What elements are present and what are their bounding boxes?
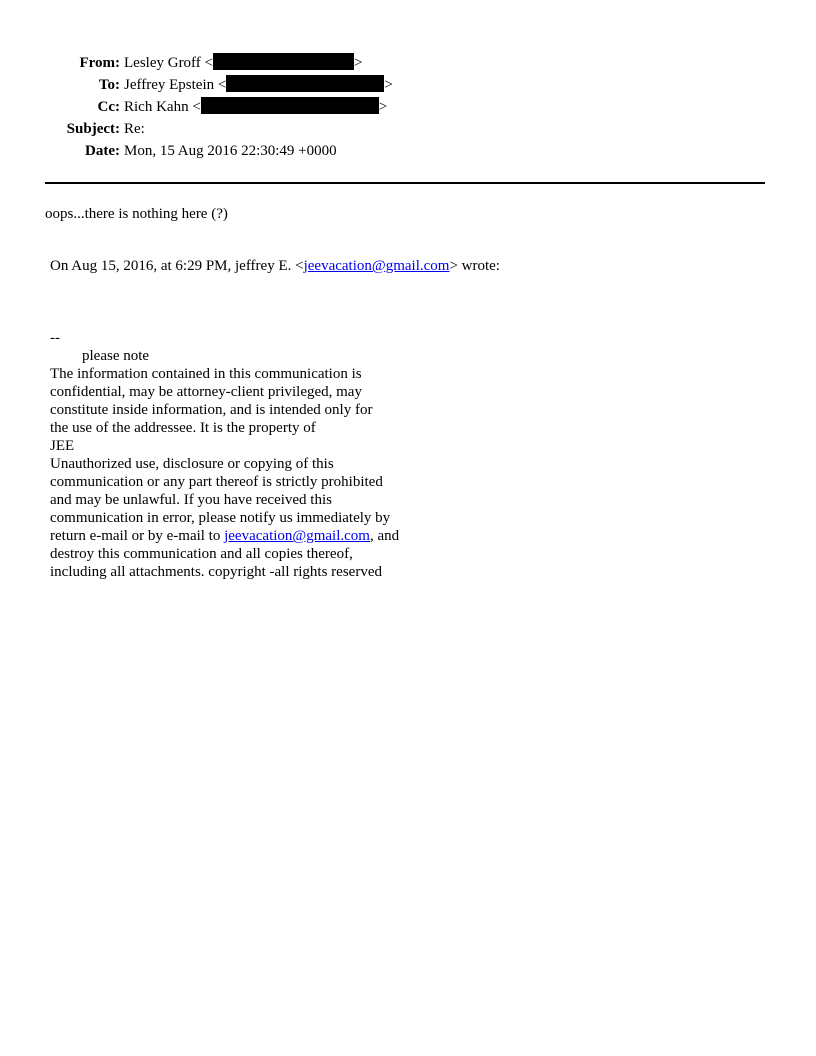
message-body: oops...there is nothing here (?) (45, 206, 228, 222)
to-close: > (384, 77, 393, 93)
subject-value: Re: (124, 121, 145, 137)
signature-line: JEE (50, 438, 75, 454)
cc-close: > (378, 99, 388, 115)
signature-dashes: -- (50, 330, 60, 346)
from-value (124, 52, 393, 74)
signature-line: communication in error, please notify us immediately by (50, 510, 391, 526)
signature-line: destroy this communication and all copies thereof, (50, 546, 353, 562)
to-redaction (226, 75, 384, 92)
email-header (44, 52, 393, 162)
signature-line: The information contained in this communication is (50, 366, 362, 382)
from-row (44, 52, 393, 74)
from-name: Lesley Groff < (124, 55, 213, 71)
to-label: To: (98, 77, 120, 93)
signature-note: please note (82, 348, 150, 364)
signature-line: the use of the addressee. It is the property of (50, 420, 316, 436)
cc-value (124, 96, 393, 118)
signature-line: communication or any part thereof is strictly prohibited (50, 474, 383, 490)
from-close: > (354, 55, 363, 71)
signature-return-line (50, 527, 399, 545)
quote-attribution (50, 257, 500, 275)
signature-line: and may be unlawful. If you have received this (50, 492, 332, 508)
signature-block (50, 329, 399, 581)
signature-line: constitute inside information, and is intended only for (50, 402, 373, 418)
quote-suffix: > wrote: (449, 258, 500, 274)
signature-email-link[interactable]: jeevacation@gmail.com (224, 528, 370, 544)
signature-line: including all attachments. copyright -all rights reserved (50, 564, 382, 580)
cc-name: Rich Kahn < (124, 99, 201, 115)
cc-row (44, 96, 393, 118)
date-row (44, 140, 393, 162)
header-divider (45, 182, 765, 184)
subject-label: Subject: (66, 121, 120, 137)
subject-row (44, 118, 393, 140)
cc-label: Cc: (97, 99, 120, 115)
signature-line: confidential, may be attorney-client privileged, may (50, 384, 362, 400)
from-label: From: (79, 55, 120, 71)
to-row (44, 74, 393, 96)
to-value (124, 74, 393, 96)
signature-line: Unauthorized use, disclosure or copying of this (50, 456, 334, 472)
date-value: Mon, 15 Aug 2016 22:30:49 +0000 (124, 143, 337, 159)
date-label: Date: (85, 143, 120, 159)
quote-email-link[interactable]: jeevacation@gmail.com (303, 258, 450, 274)
to-name: Jeffrey Epstein < (124, 77, 227, 93)
cc-redaction (201, 97, 379, 114)
from-redaction (213, 53, 354, 70)
quote-prefix: On Aug 15, 2016, at 6:29 PM, jeffrey E. < (50, 258, 304, 274)
return-suffix: , and (369, 528, 400, 544)
return-prefix: return e-mail or by e-mail to (50, 528, 225, 544)
